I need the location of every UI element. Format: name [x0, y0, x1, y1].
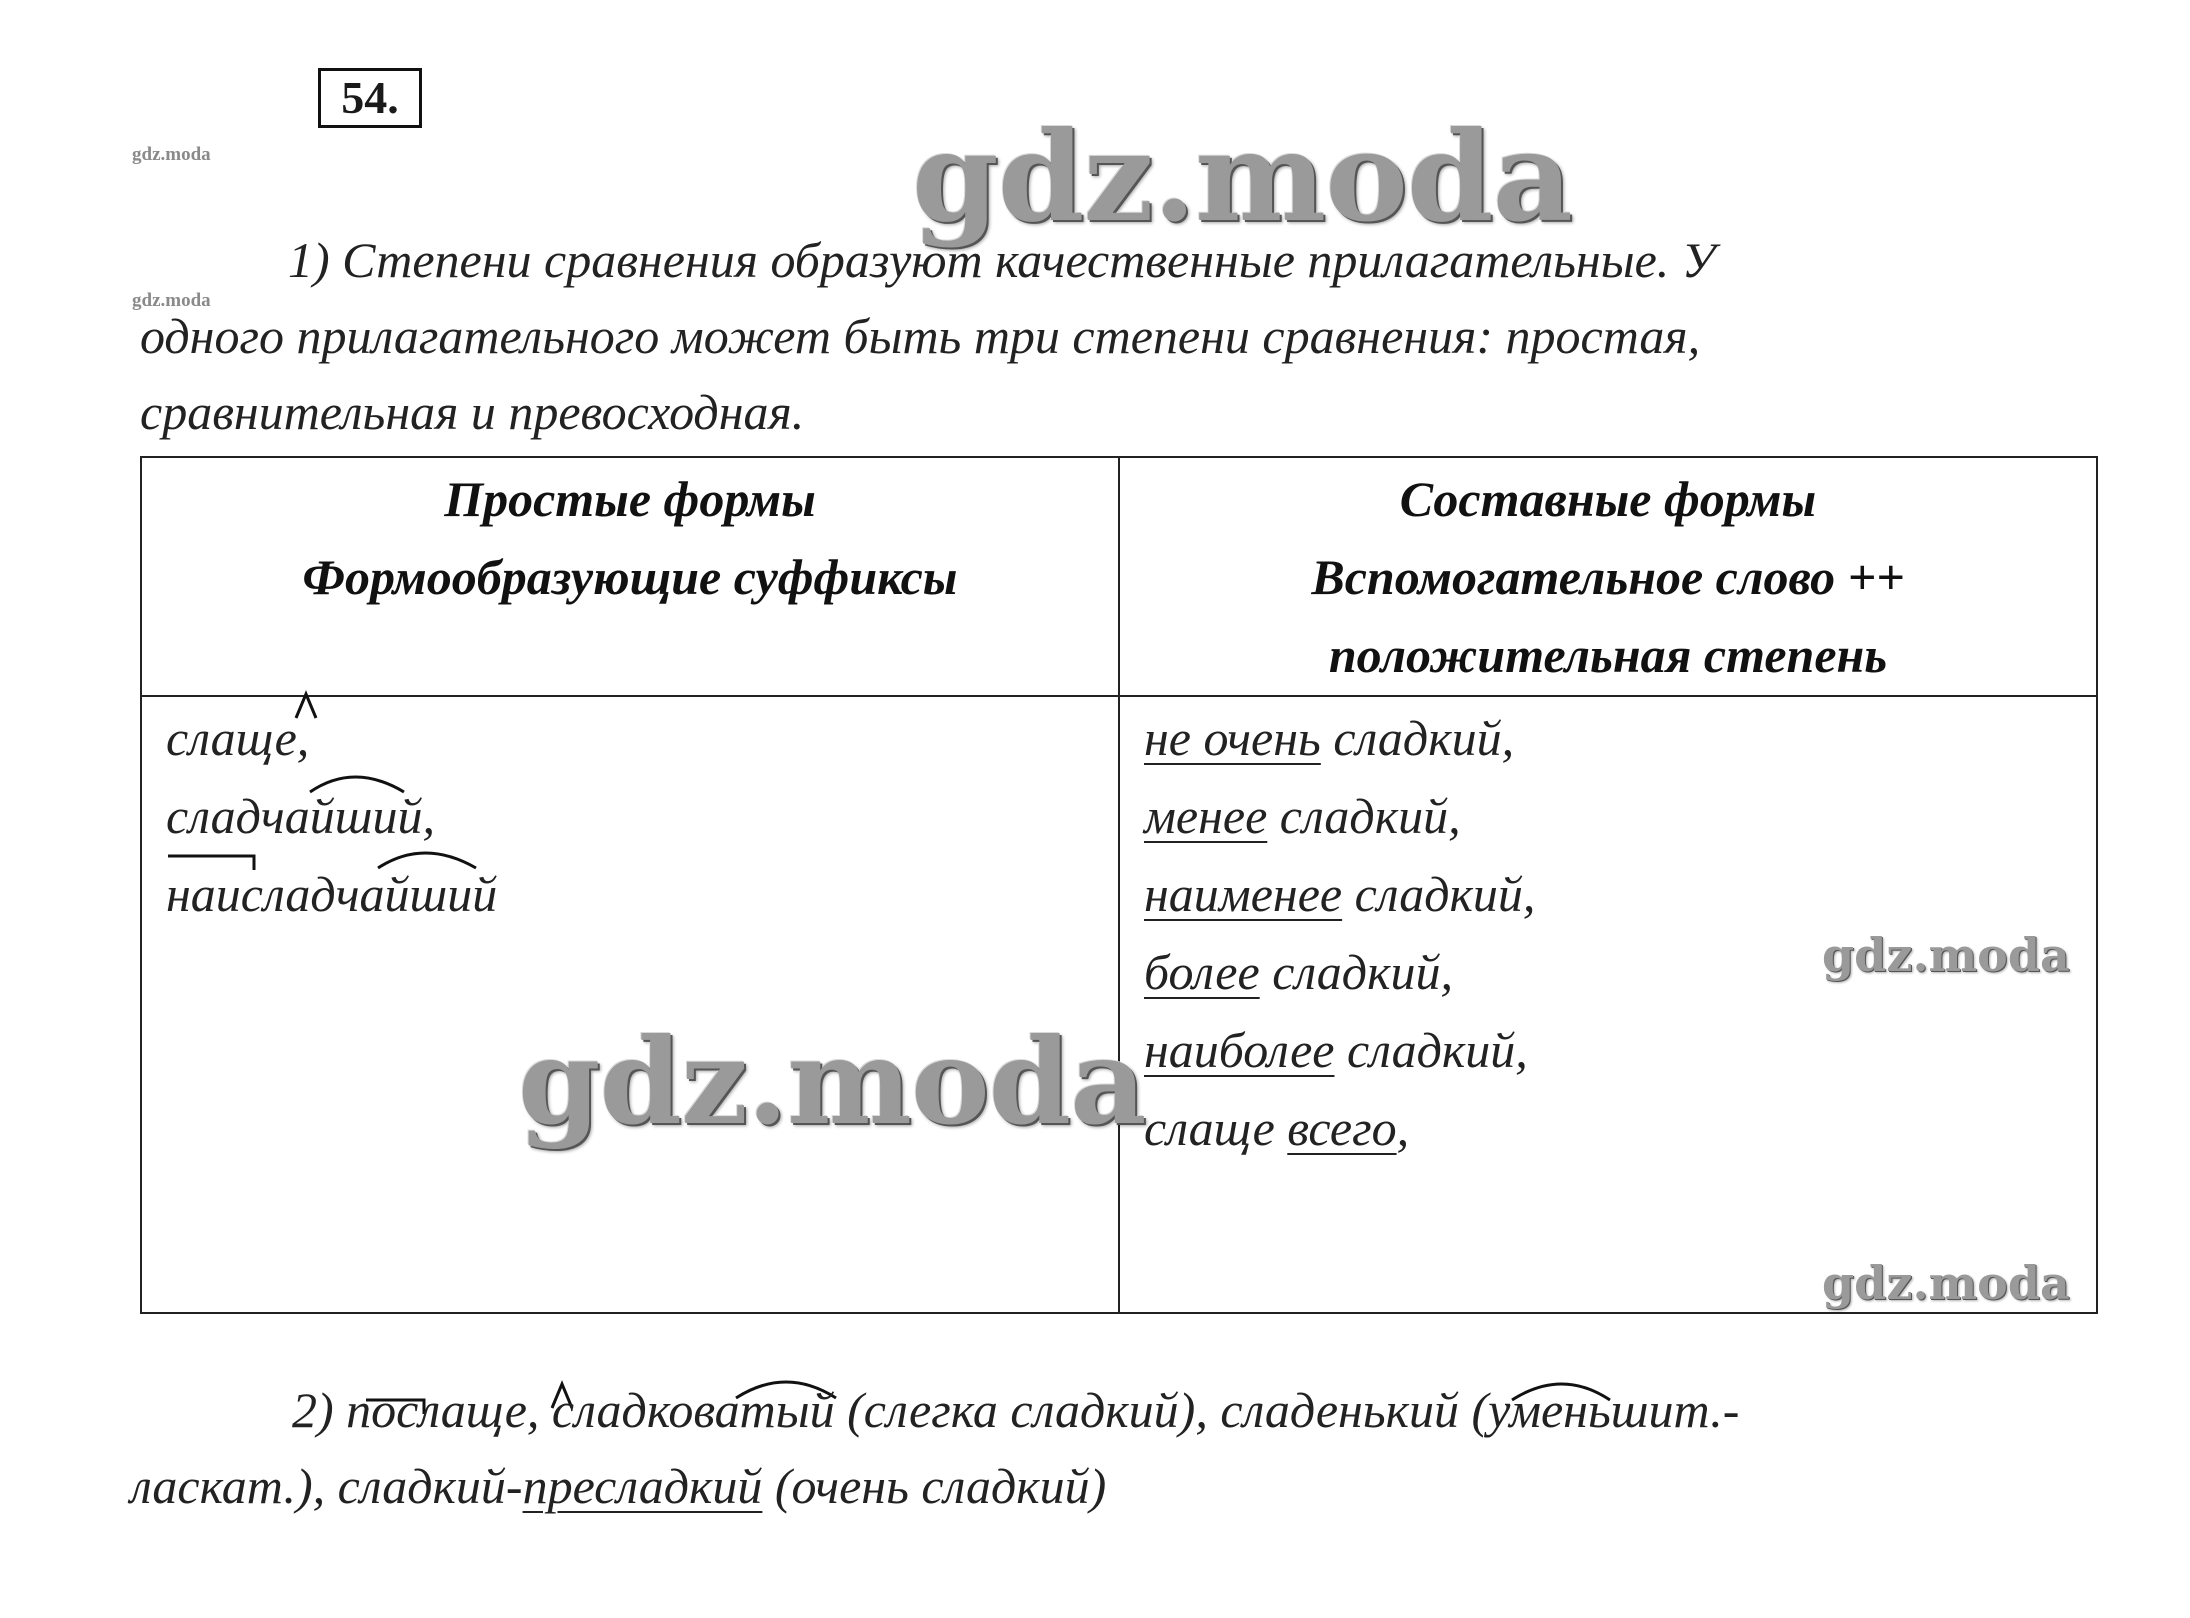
adjective: сладкий,: [1320, 710, 1515, 766]
text: ласкат.), сладкий-: [130, 1458, 523, 1514]
auxiliary-word: наименее: [1144, 866, 1343, 922]
underlined-word: пресладкий: [522, 1458, 763, 1514]
auxiliary-word: наиболее: [1144, 1022, 1335, 1078]
adjective: слаще: [1144, 1100, 1288, 1156]
suffix-arc-icon: [310, 777, 404, 792]
auxiliary-word: более: [1144, 944, 1260, 1000]
task-number: 54.: [318, 68, 422, 128]
watermark-medium: gdz.moda: [1822, 1256, 2070, 1310]
watermark-small: gdz.moda: [132, 290, 211, 311]
header-line: Вспомогательное слово ++: [1311, 549, 1905, 605]
paragraph-2-line-1: 2) послаще, сладковатый (слегка сладкий), сладенький (уменьшит.-: [292, 1382, 1740, 1438]
paragraph-2-line-2: [130, 1448, 1106, 1524]
punctuation: ,: [1396, 1100, 1410, 1156]
text: (очень сладкий): [762, 1458, 1107, 1514]
prefix-mark-icon: [168, 856, 254, 870]
header-line: Формообразующие суффиксы: [302, 549, 958, 605]
header-line: Простые формы: [444, 471, 816, 527]
watermark-medium: gdz.moda: [1822, 928, 2070, 982]
simple-form: слаще,: [166, 710, 310, 766]
adjective: сладкий,: [1342, 866, 1536, 922]
header-line: положительная степень: [1328, 627, 1888, 683]
suffix-arc-icon: [378, 853, 476, 868]
paragraph-1-line-2: одного прилагательного может быть три степени сравнения: простая,: [140, 308, 1701, 364]
adjective: сладкий,: [1259, 944, 1453, 1000]
header-line: Составные формы: [1399, 471, 1817, 527]
adjective: сладкий,: [1334, 1022, 1528, 1078]
auxiliary-word: всего: [1287, 1100, 1397, 1156]
adjective: сладкий,: [1267, 788, 1461, 844]
ending-mark-icon: [296, 694, 316, 718]
auxiliary-word: не очень: [1144, 710, 1321, 766]
watermark-small: gdz.moda: [132, 144, 211, 165]
auxiliary-word: менее: [1144, 788, 1268, 844]
paragraph-1-line-1: 1) Степени сравнения образуют качественные прилагательные. У: [288, 232, 1716, 288]
paragraph-1-line-3: сравнительная и превосходная.: [140, 384, 805, 440]
watermark-large: gdz.moda: [912, 105, 1572, 250]
watermark-large: gdz.moda: [518, 1012, 1146, 1151]
simple-form: наисладчайший: [166, 866, 498, 922]
simple-form: сладчайший,: [166, 788, 435, 844]
